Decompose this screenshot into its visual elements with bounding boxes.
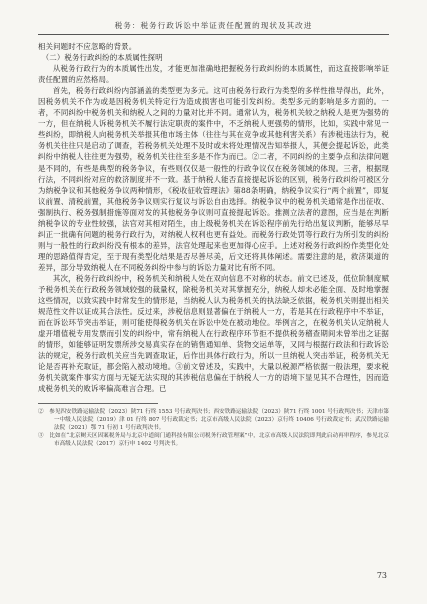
footnote: ③ 比如在“北京鲥天区因案税务局与北京中道闽门通科技有限公司税务行政管理案”中，北京市高级人民法院即判此启动再审程序，参见北京市高级人民法院（2017）京行申 1402 号判决书。 [38, 433, 389, 448]
body-text [38, 41, 389, 395]
header-rule [38, 34, 389, 35]
running-header: 税务：税务行政诉讼中举证责任配置的现状及其改进 [114, 21, 313, 30]
page-number: 73 [376, 571, 387, 580]
body-paragraph: 其次，税务行政纠纷中，税务机关和纳税人处在双向信息不对称的状态。前文已述及，低位阶制度赋予税务机关在行政税务领域较强的裁量权，除税务机关对其掌握充分，纳税人却未必能全面、及时地掌握这些情况，以致实践中时常发生的情形是，当纳税人认为税务机关的执法缺乏依据，税务机关则提出相关规范性文件以证成其合法性。反过来，涉税信息则显著偏在于纳税人一方，若是其在行政程序中不举证，而在诉讼环节突击举证，则可能使得税务机关在诉讼中处在被动地位。举例言之，在税务机关认定纳税人虚开增值税专用发票而引发的纠纷中，常有纳税人在行政程序环节拒不提供税务稽查期间未曾举出之证据的情形，如能够证明发票所涉交易真实存在的销售通知单、货物交运单等，又同与根据行政法和行政诉讼法的规定，税务行政机关应当先调查取证，后作出具体行政行为，所以一旦纳税人突击举证，税务机关无论是否再补充取证，都会陷入被动境地。③前文曾述及，实践中，大量以税源严格依据一般法理，要求税务机关就案件事实方面与无疑无法实现的其涉税信息偏在于纳税人一方的语境下显见其不合理性，因而造成税务机关的败诉率偏高难言合理。已 [38, 273, 389, 394]
body-paragraph: 相关问题时不应忽略的背景。 [38, 42, 137, 51]
section-heading: （二）税务行政纠纷的本质属性探明 [41, 53, 163, 63]
footnotes [38, 408, 389, 449]
footnote: ② 参见四安铁路运输法院（2023）陕71 行终 1553 号行政判决书；西安铁路运输法院（2023）陕71 行终 1001 号行政判决书；天津市第一中级人民法院（2019）津 01 行终 807 号行政裁定书；北京市高级人民法院（2023）京行终 10406 号行政裁定书；武汉铁路运输法院（2021）鄂 71 行初 1 号行政判决书。 [38, 408, 389, 431]
body-paragraph: 从税务行政行为的本质属性出发，才能更加准确地把握税务行政纠纷的本质属性，而这直接影响举证责任配置的应然格局。 [38, 64, 389, 85]
body-paragraph: 首先，税务行政纠纷内部涵盖的类型更为多元。这可由税务行政行为类型的多样性推导得出，此外，因税务机关不作为或是因税务机关特定行为造成损害也可能引发纠纷。类型多元的影响是多方面的。一者，不同纠纷中税务机关和纳税人之间的力量对比并不同。通常认为，税务机关较之纳税人是更为强势的一方，但在纳税人诉税务机关不履行法定职责的案件中，不乏纳税人更强势的情形，比如，实践中常见一些纠纷，即纳税人向税务机关举报其他市场主体（往往与其在竞争或其他利害关系）有涉税违法行为，税务机关往往只是启动了调查，若税务机关处理不及时或未将处理情况告知举报人，其便会提起诉讼，此类纠纷中纳税人往往更为强势，税务机关往往至多是不作为而已。②二者，不同纠纷的主要争点和法律问题是不同的，有些是典型的税务争议，有些则仅仅是一般性的行政争议仅在税务领域的体现。三者，根据现行法，不同纠纷对应的救济制度并不一致。基于纳税人能否直接提起诉讼的区别，税务行政纠纷可被区分为纳税争议和其他税务争议两种情形，《税收征收管理法》第88条明确，纳税争议实行“两个前置”，即复议前置、清税前置，其他税务争议则实行复议与诉讼自由选择。纳税争议中的税务机关通常是作出征收、强制执行、税务强制措施等面对发的其他税务争议则可直接提起诉讼。推测立法者的意图，应当是在判断纳税争议的专业性较强，法官对其相对陌生，由上级税务机关在诉讼程序前先行给出复议判断，能够尽早纠正一批确有问题的税务行政行为，对纳税人权利也更有益处。而税务行政处罚等行政行为所引发的纠纷则与一般性的行政纠纷没有根本的差异，法官处理起来也更加得心应手。上述对税务行政纠纷作类型化处理的思路值得肯定，至于现有类型化结果是否尽善尽美，后文还将具体阐述。需要注意的是，救济渠道的差异，部分导致纳税人在不同税务纠纷中参与的诉讼力量对比有所不同。 [38, 86, 389, 272]
footnote-rule [38, 403, 158, 404]
